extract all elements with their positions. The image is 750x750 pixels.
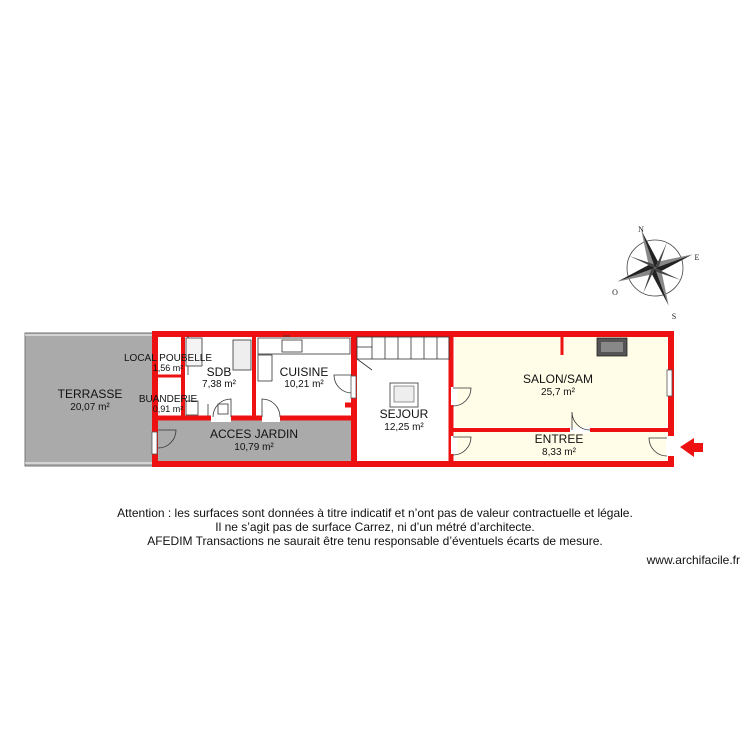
entrance-arrow — [680, 438, 703, 457]
room-area-terrasse: 20,07 m² — [70, 402, 110, 413]
room-name-cuisine: CUISINE — [279, 365, 329, 379]
room-name-terrasse: TERRASSE — [57, 387, 123, 401]
compass-star — [604, 217, 707, 320]
room-area-sdb: 7,38 m² — [202, 379, 236, 390]
room-name-salon: SALON/SAM — [522, 372, 594, 386]
disclaimer — [0, 506, 750, 548]
room-name-sejour: SEJOUR — [379, 407, 429, 421]
compass-n-label: N — [638, 225, 644, 234]
room-area-cuisine: 10,21 m² — [284, 379, 324, 390]
room-name-sdb: SDB — [206, 365, 232, 379]
room-area-buanderie: 0,91 m² — [152, 404, 184, 414]
room-name-entree: ENTREE — [534, 432, 584, 446]
sejour-table-top — [394, 386, 414, 402]
room-area-acces-jardin: 10,79 m² — [234, 442, 274, 453]
room-area-local-poubelle: 1,56 m² — [152, 363, 184, 373]
room-name-acces-jardin: ACCES JARDIN — [209, 427, 299, 441]
room-name-local-poubelle: LOCAL POUBELLE — [123, 353, 213, 364]
compass-rose — [604, 217, 707, 321]
disclaimer-line-3: AFEDIM Transactions ne saurait être tenu responsable d’éventuels écarts de mesure. — [147, 534, 603, 548]
compass-s-label: S — [671, 312, 677, 321]
compass-e-label: E — [694, 253, 700, 262]
disclaimer-line-2: Il ne s’agit pas de surface Carrez, ni d’un métré d’architecte. — [215, 520, 535, 534]
fireplace-insert — [601, 342, 623, 352]
website-credit: www.archifacile.fr — [646, 553, 740, 567]
room-area-salon: 25,7 m² — [541, 387, 575, 398]
room-area-sejour: 12,25 m² — [384, 422, 424, 433]
compass-o-label: O — [612, 288, 618, 297]
disclaimer-line-1: Attention : les surfaces sont données à titre indicatif et n’ont pas de valeur contractuelle et légale. — [117, 506, 633, 520]
room-area-entree: 8,33 m² — [542, 447, 576, 458]
room-name-buanderie: BUANDERIE — [138, 394, 198, 405]
